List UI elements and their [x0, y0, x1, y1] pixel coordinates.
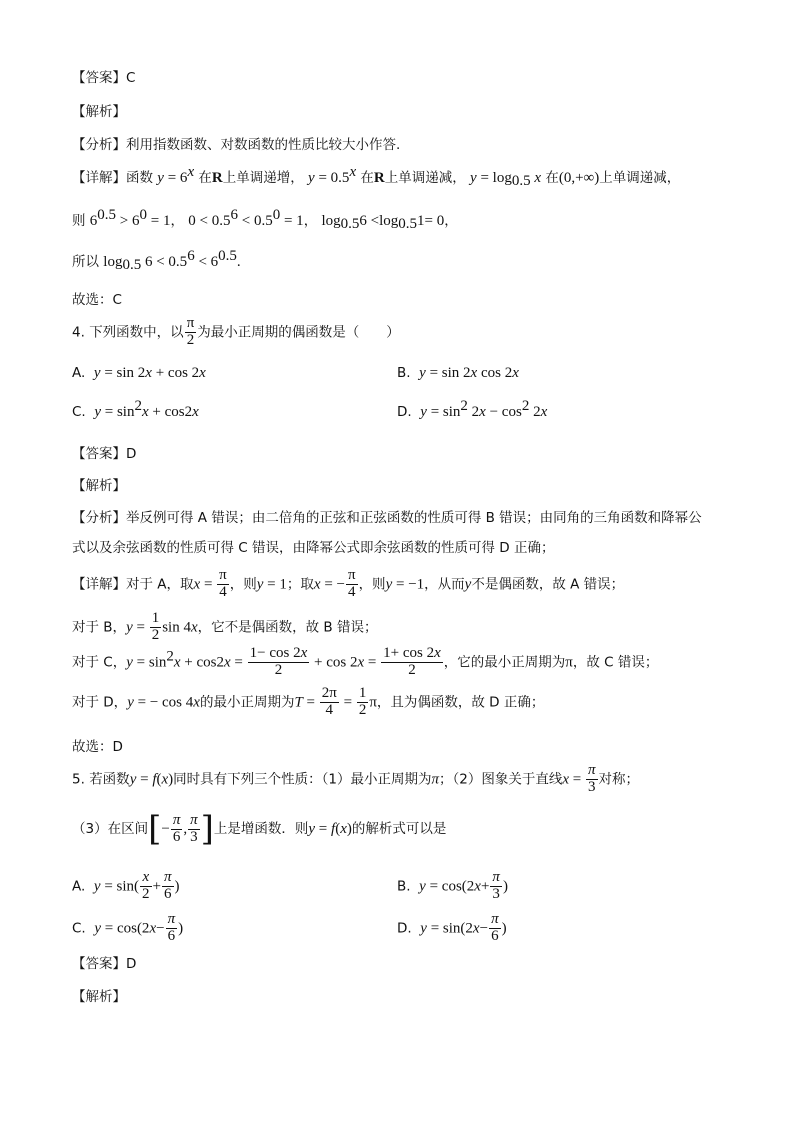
choice-line-4: 故选：D — [72, 739, 123, 755]
detail-line-3c: 所以 $\log_{0.5} 6 < 0.5^6 < 6^{0.5}$. — [72, 248, 241, 273]
question-4: 4. 下列函数中，以 $\frac{\pi}{2}$ 为最小正周期的偶函数是（ ） — [72, 315, 400, 348]
answer-line-4: 【答案】D — [72, 446, 137, 462]
option-4d: D. $y = \sin^2 2x - \cos^2 2x$ — [397, 398, 548, 420]
detail-line-4d: 对于 D，y = − cos 4x的最小正周期为T = $\frac{2\pi}{4}$ = $\frac{1}{2}$ π，且为偶函数，故 D 正确； — [72, 685, 545, 718]
detail-line-3: 【详解】函数 $y = 6^x$ 在R上单调递增， $y = 0.5^x$ 在R上单调递减， $y = \log_{0.5} x$ 在(0,+∞)上单调递减， — [72, 164, 681, 189]
answer-line-5: 【答案】D — [72, 956, 137, 972]
detail-line-4c: 对于 C，$y = \sin^2x + \cos 2x$ = $\frac{1- \cos 2x}{2}$ + cos 2x = $\frac{1+ \cos 2x}{2}$ ，它的最小正周期为π，故 C 错误； — [72, 645, 659, 678]
question-5: 5. 若函数y = f(x)同时具有下列三个性质：（1）最小正周期为π；（2）图象关于直线x = $\frac{\pi}{3}$ 对称； — [72, 762, 640, 795]
option-4c: C. $y = \sin^2x + \cos 2x$ — [72, 398, 199, 420]
analysis-heading-4: 【解析】 — [72, 478, 126, 494]
analysis-heading-3: 【解析】 — [72, 104, 126, 120]
analysis-line-4: 【分析】举反例可得 A 错误；由二倍角的正弦和正弦函数的性质可得 B 错误；由同角的三角函数和降幂公 — [72, 510, 702, 526]
choice-line-3: 故选：C — [72, 292, 122, 308]
analysis-line-4b: 式以及余弦函数的性质可得 C 错误，由降幂公式即余弦函数的性质可得 D 正确； — [72, 540, 555, 556]
answer-tag: 【答案】 — [72, 70, 126, 86]
answer-value: C — [126, 70, 136, 86]
option-5a: A. y = sin( $\frac{x}{2}$ + $\frac{\pi}{6}$ ) — [72, 869, 180, 902]
analysis-line-3: 【分析】利用指数函数、对数函数的性质比较大小作答. — [72, 137, 401, 153]
detail-line-3b: 则 $6^{0.5} > 6^0 = 1$， $0 < 0.5^6 < 0.5^0 = 1$， $\log_{0.5}6 <\log_{0.5}1= 0$， — [72, 207, 458, 232]
option-5d: D. y = sin(2x− $\frac{\pi}{6}$ ) — [397, 911, 507, 944]
option-4a: A. y = sin 2x + cos 2x — [72, 365, 206, 381]
option-5b: B. y = cos(2x+ $\frac{\pi}{3}$ ) — [397, 869, 508, 902]
detail-line-4a: 【详解】对于 A，取x = $\frac{\pi}{4}$ ，则y = 1；取x = − $\frac{\pi}{4}$ ，则y = −1，从而y不是偶函数，故 A 错误； — [72, 567, 625, 600]
answer-line-3 — [72, 66, 727, 86]
detail-line-4b: 对于 B，y = $\frac{1}{2}$ sin 4x，它不是偶函数，故 B 错误； — [72, 610, 378, 643]
question-5b: （3）在区间[− $\frac{\pi}{6}$ , $\frac{\pi}{3}$ ]上是增函数．则y = f(x)的解析式可以是 — [72, 809, 447, 849]
analysis-heading-5: 【解析】 — [72, 989, 126, 1005]
option-4b: B. y = sin 2x cos 2x — [397, 365, 519, 381]
option-5c: C. y = cos(2x− $\frac{\pi}{6}$ ) — [72, 911, 184, 944]
